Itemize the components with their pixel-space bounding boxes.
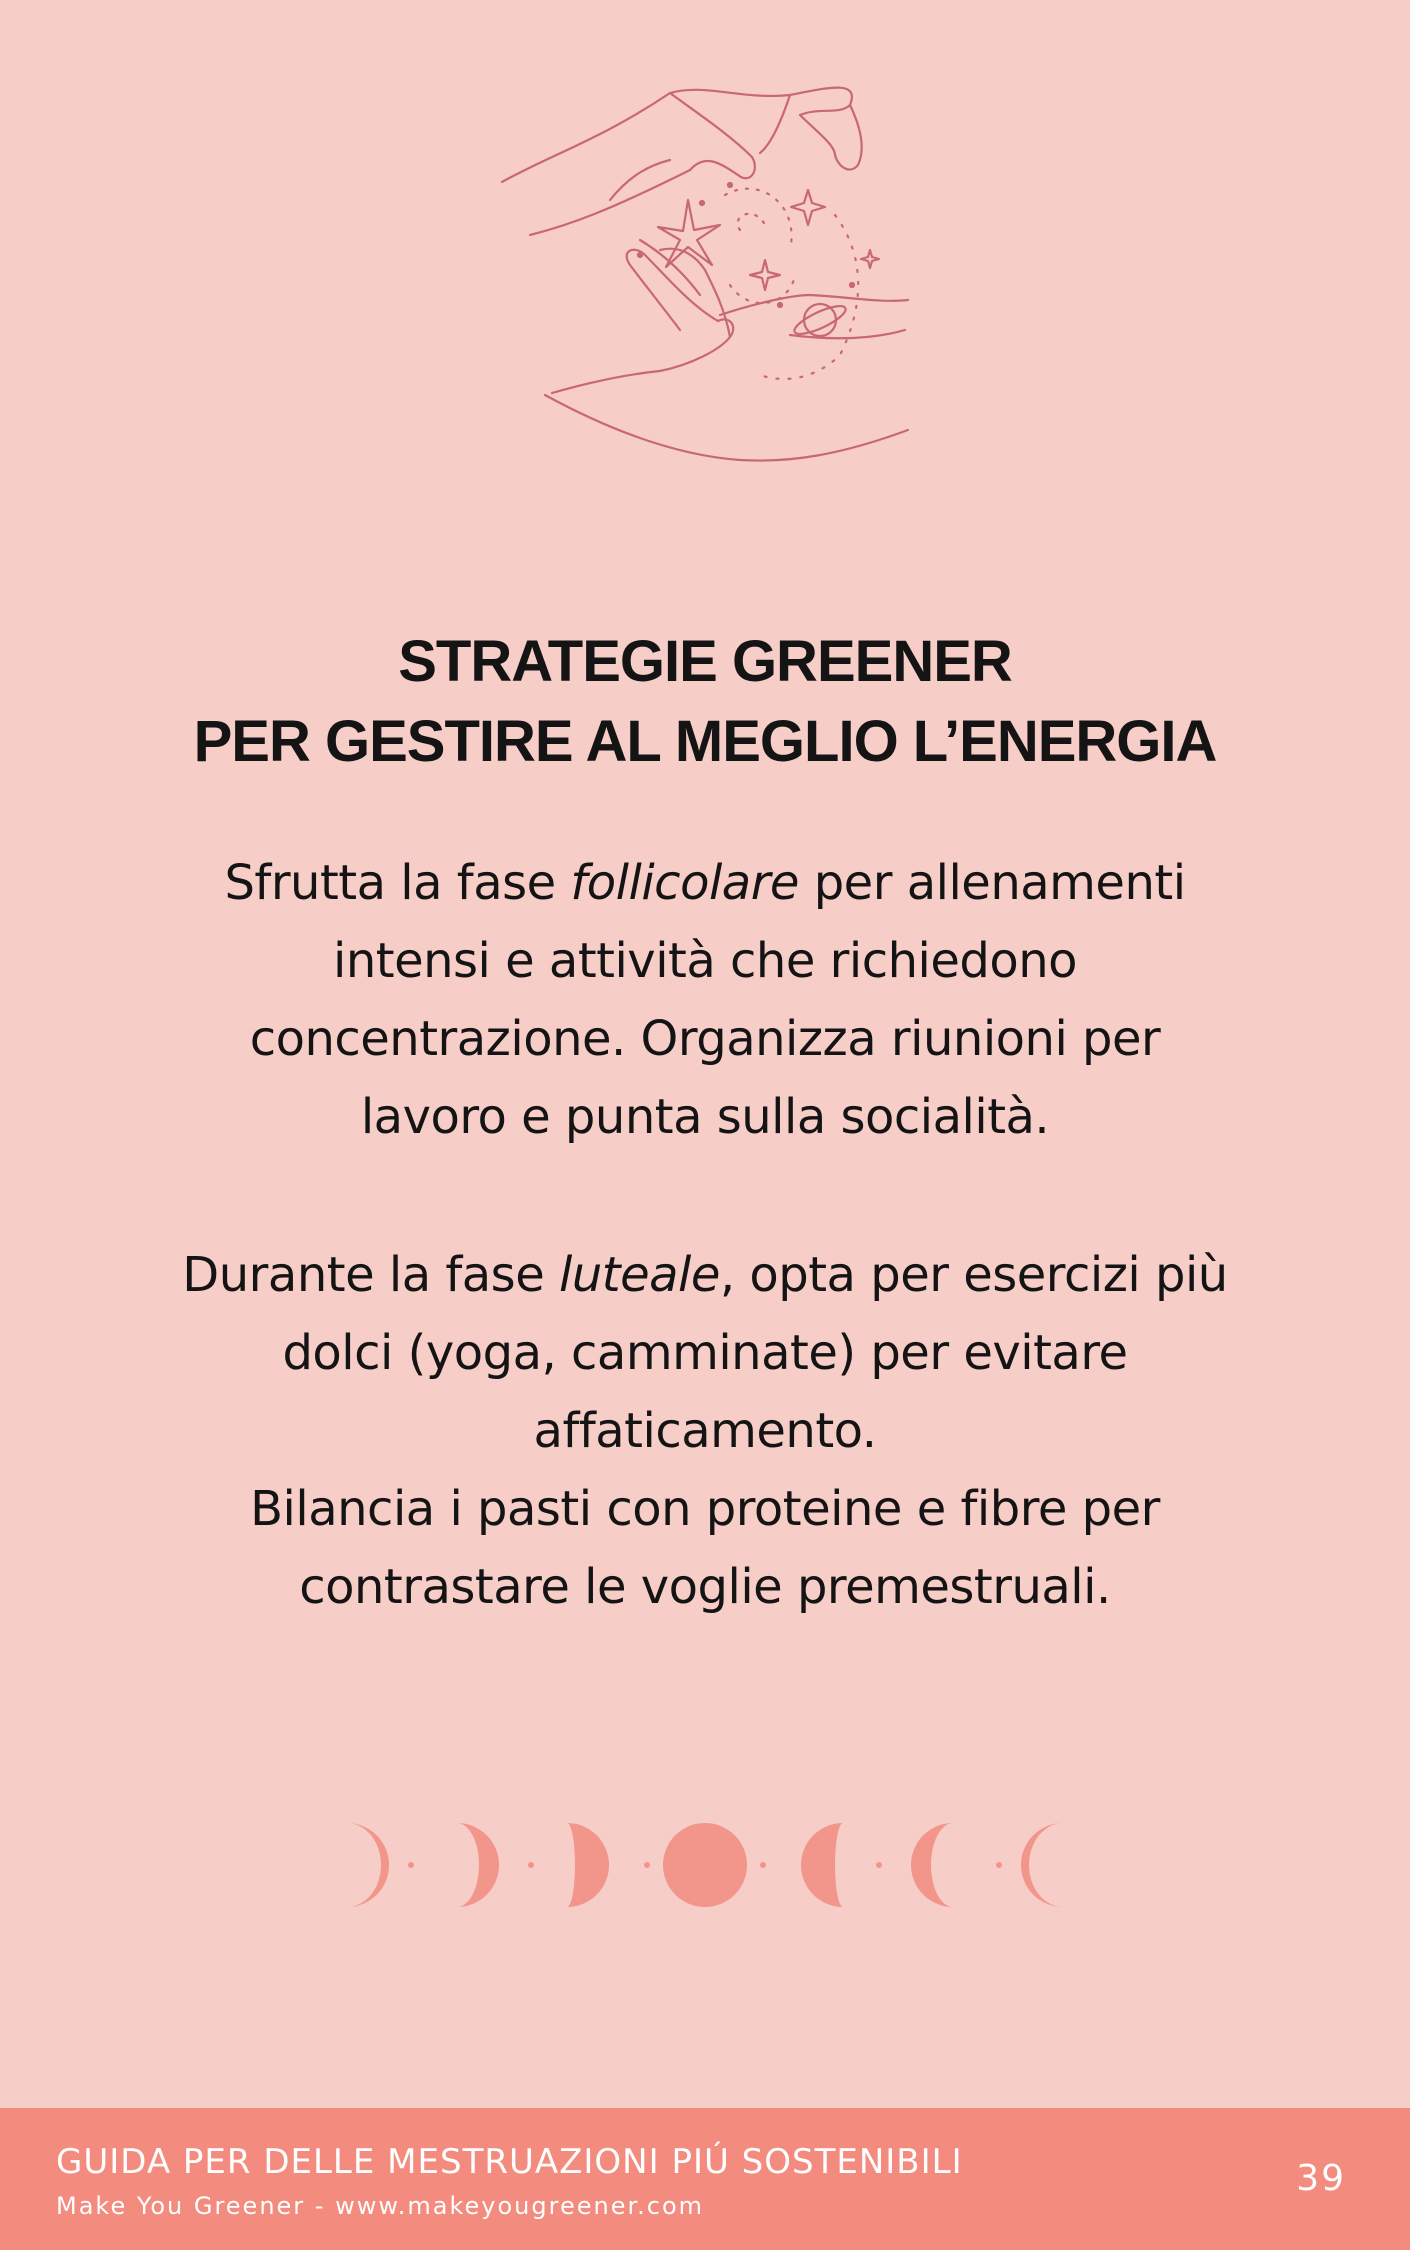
text-span: , opta per esercizi più bbox=[719, 1247, 1228, 1303]
moon-waning-crescent-icon bbox=[911, 1823, 953, 1907]
page-title bbox=[0, 622, 1410, 782]
text-span: Sfrutta la fase bbox=[224, 855, 571, 911]
footer-guide-title: GUIDA PER DELLE MESTRUAZIONI PIÚ SOSTENIBILI bbox=[56, 2142, 963, 2182]
moon-waxing-crescent-icon bbox=[457, 1823, 499, 1907]
footer-website: Make You Greener - www.makeyougreener.com bbox=[56, 2192, 705, 2220]
paragraph-line: Bilancia i pasti con proteine e fibre per bbox=[250, 1481, 1160, 1537]
paragraph-line: lavoro e punta sulla socialità. bbox=[360, 1089, 1050, 1145]
paragraph-luteal bbox=[120, 1236, 1290, 1626]
paragraph-line: dolci (yoga, camminate) per evitare bbox=[282, 1325, 1128, 1381]
title-line-2: PER GESTIRE AL MEGLIO L’ENERGIA bbox=[193, 709, 1217, 774]
dot-separator-icon bbox=[996, 1862, 1002, 1868]
paragraph-line bbox=[120, 844, 1290, 922]
emphasis-luteale: luteale bbox=[558, 1247, 720, 1303]
moon-first-quarter-icon bbox=[567, 1823, 609, 1907]
footer-bar bbox=[0, 2108, 1410, 2250]
moon-waxing-crescent-icon bbox=[347, 1823, 389, 1907]
paragraph-line bbox=[120, 1236, 1290, 1314]
moon-full-icon bbox=[663, 1823, 747, 1907]
dot-separator-icon bbox=[760, 1862, 766, 1868]
moon-waning-crescent-icon bbox=[1021, 1823, 1063, 1907]
moon-phases-icon bbox=[335, 1815, 1075, 1915]
dot-separator-icon bbox=[408, 1862, 414, 1868]
text-span: per allenamenti bbox=[798, 855, 1186, 911]
paragraph-line: intensi e attività che richiedono bbox=[332, 933, 1078, 989]
dot-separator-icon bbox=[644, 1862, 650, 1868]
paragraph-line: contrastare le voglie premestruali. bbox=[299, 1559, 1111, 1615]
moon-last-quarter-icon bbox=[801, 1823, 843, 1907]
paragraph-line: affaticamento. bbox=[533, 1403, 877, 1459]
emphasis-follicolare: follicolare bbox=[570, 855, 799, 911]
dot-separator-icon bbox=[876, 1862, 882, 1868]
dot-separator-icon bbox=[528, 1862, 534, 1868]
hands-cosmos-icon bbox=[490, 75, 920, 475]
paragraph-line: concentrazione. Organizza riunioni per bbox=[249, 1011, 1161, 1067]
text-span: Durante la fase bbox=[182, 1247, 559, 1303]
title-line-1: STRATEGIE GREENER bbox=[398, 629, 1012, 694]
paragraph-follicular bbox=[120, 844, 1290, 1156]
page-number: 39 bbox=[1296, 2158, 1346, 2199]
